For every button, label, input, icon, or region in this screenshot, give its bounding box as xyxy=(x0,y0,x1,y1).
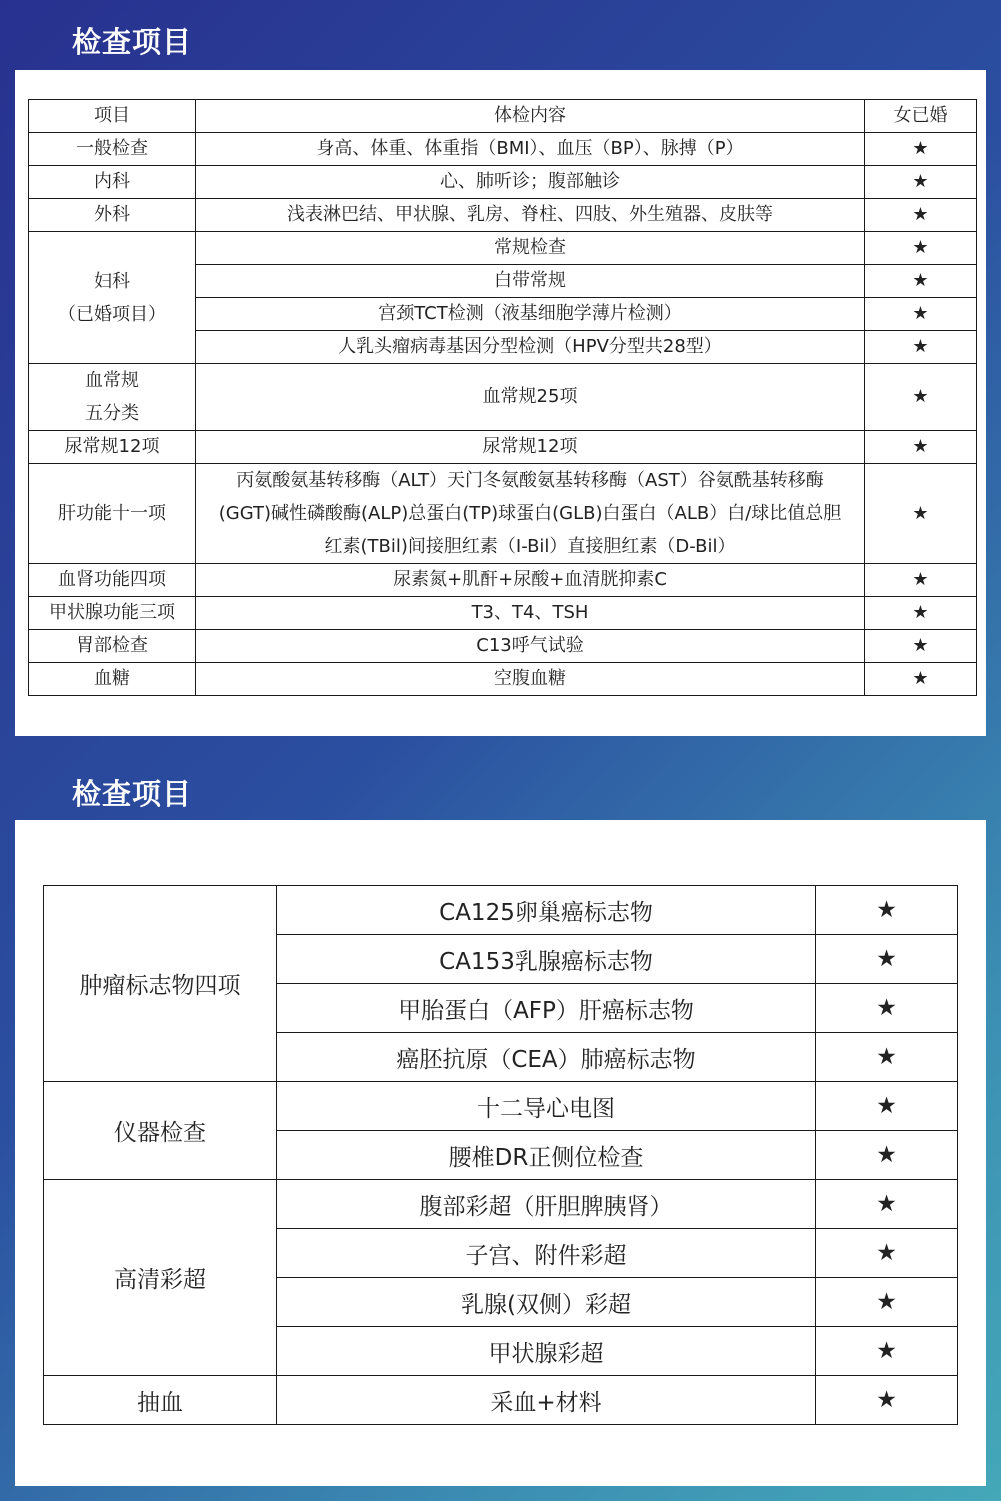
row-content: T3、T4、TSH xyxy=(196,597,865,630)
row-content: 浅表淋巴结、甲状腺、乳房、脊柱、四肢、外生殖器、皮肤等 xyxy=(196,199,865,232)
row-content: 癌胚抗原（CEA）肺癌标志物 xyxy=(277,1033,816,1082)
row-content: 心、肺听诊；腹部触诊 xyxy=(196,166,865,199)
table-row xyxy=(29,232,977,265)
row-content: 尿常规12项 xyxy=(196,431,865,464)
star-icon: ★ xyxy=(865,265,977,298)
section-title-1: 检查项目 xyxy=(72,25,193,59)
star-icon: ★ xyxy=(816,1376,958,1425)
row-content: 常规检查 xyxy=(196,232,865,265)
blood-label-line1: 血常规 xyxy=(85,370,139,391)
row-item: 外科 xyxy=(29,199,196,232)
star-icon: ★ xyxy=(865,663,977,696)
table-row xyxy=(44,1180,958,1229)
star-icon: ★ xyxy=(865,630,977,663)
row-content: CA153乳腺癌标志物 xyxy=(277,935,816,984)
liver-line3: 红素(TBil)间接胆红素（I-Bil）直接胆红素（D-Bil） xyxy=(324,536,736,557)
row-content: 甲胎蛋白（AFP）肝癌标志物 xyxy=(277,984,816,1033)
table-row xyxy=(44,886,958,935)
star-icon: ★ xyxy=(865,232,977,265)
table-row xyxy=(29,431,977,464)
group-item: 高清彩超 xyxy=(44,1180,277,1376)
liver-line1: 丙氨酸氨基转移酶（ALT）天门冬氨酸氨基转移酶（AST）谷氨酰基转移酶 xyxy=(236,470,824,491)
star-icon: ★ xyxy=(865,133,977,166)
table-row xyxy=(29,564,977,597)
row-content: 十二导心电图 xyxy=(277,1082,816,1131)
row-content: 乳腺(双侧）彩超 xyxy=(277,1278,816,1327)
row-content-liver xyxy=(196,464,865,564)
row-item: 甲状腺功能三项 xyxy=(29,597,196,630)
table-row xyxy=(29,663,977,696)
header-content: 体检内容 xyxy=(196,100,865,133)
row-item: 血肾功能四项 xyxy=(29,564,196,597)
section-title-2: 检查项目 xyxy=(72,777,193,811)
row-content: 宫颈TCT检测（液基细胞学薄片检测） xyxy=(196,298,865,331)
table-row xyxy=(44,1376,958,1425)
row-content: 甲状腺彩超 xyxy=(277,1327,816,1376)
row-content: 空腹血糖 xyxy=(196,663,865,696)
star-icon: ★ xyxy=(816,1033,958,1082)
table-row xyxy=(29,199,977,232)
gyn-label-line1: 妇科 xyxy=(94,270,130,292)
row-content: 采血+材料 xyxy=(277,1376,816,1425)
star-icon: ★ xyxy=(816,1082,958,1131)
table-row xyxy=(29,630,977,663)
row-item: 内科 xyxy=(29,166,196,199)
row-content: 尿素氮+肌酐+尿酸+血清胱抑素C xyxy=(196,564,865,597)
star-icon: ★ xyxy=(865,431,977,464)
row-content: 白带常规 xyxy=(196,265,865,298)
exam-table-1 xyxy=(28,99,977,696)
star-icon: ★ xyxy=(816,1131,958,1180)
row-item: 一般检查 xyxy=(29,133,196,166)
row-item-blood xyxy=(29,364,196,431)
table-row xyxy=(29,364,977,431)
star-icon: ★ xyxy=(865,298,977,331)
row-content: 腹部彩超（肝胆脾胰肾） xyxy=(277,1180,816,1229)
star-icon: ★ xyxy=(816,984,958,1033)
row-item: 胃部检查 xyxy=(29,630,196,663)
star-icon: ★ xyxy=(865,464,977,564)
table-row xyxy=(29,464,977,564)
row-content: 身高、体重、体重指（BMI）、血压（BP）、脉搏（P） xyxy=(196,133,865,166)
star-icon: ★ xyxy=(865,364,977,431)
group-item: 抽血 xyxy=(44,1376,277,1425)
star-icon: ★ xyxy=(816,935,958,984)
row-content: CA125卵巢癌标志物 xyxy=(277,886,816,935)
blood-label-line2: 五分类 xyxy=(85,403,139,424)
row-content: C13呼气试验 xyxy=(196,630,865,663)
star-icon: ★ xyxy=(865,564,977,597)
star-icon: ★ xyxy=(816,1229,958,1278)
table-header-row xyxy=(29,100,977,133)
row-content: 腰椎DR正侧位检查 xyxy=(277,1131,816,1180)
star-icon: ★ xyxy=(816,886,958,935)
table-row xyxy=(44,1082,958,1131)
star-icon: ★ xyxy=(816,1327,958,1376)
row-item: 血糖 xyxy=(29,663,196,696)
table-row xyxy=(29,597,977,630)
group-item: 仪器检查 xyxy=(44,1082,277,1180)
star-icon: ★ xyxy=(865,199,977,232)
row-content: 血常规25项 xyxy=(196,364,865,431)
row-content: 子宫、附件彩超 xyxy=(277,1229,816,1278)
group-item: 肿瘤标志物四项 xyxy=(44,886,277,1082)
star-icon: ★ xyxy=(865,166,977,199)
row-item: 肝功能十一项 xyxy=(29,464,196,564)
exam-table-2 xyxy=(43,885,958,1425)
star-icon: ★ xyxy=(816,1180,958,1229)
gyn-label-line2: （已婚项目） xyxy=(58,303,166,325)
table-row xyxy=(29,133,977,166)
row-content: 人乳头瘤病毒基因分型检测（HPV分型共28型） xyxy=(196,331,865,364)
star-icon: ★ xyxy=(865,597,977,630)
liver-line2: (GGT)碱性磷酸酶(ALP)总蛋白(TP)球蛋白(GLB)白蛋白（ALB）白/球比值总胆 xyxy=(218,503,842,524)
row-item: 尿常规12项 xyxy=(29,431,196,464)
table-row xyxy=(29,166,977,199)
row-item-gyn xyxy=(29,232,196,364)
header-status: 女已婚 xyxy=(865,100,977,133)
header-item: 项目 xyxy=(29,100,196,133)
star-icon: ★ xyxy=(816,1278,958,1327)
star-icon: ★ xyxy=(865,331,977,364)
